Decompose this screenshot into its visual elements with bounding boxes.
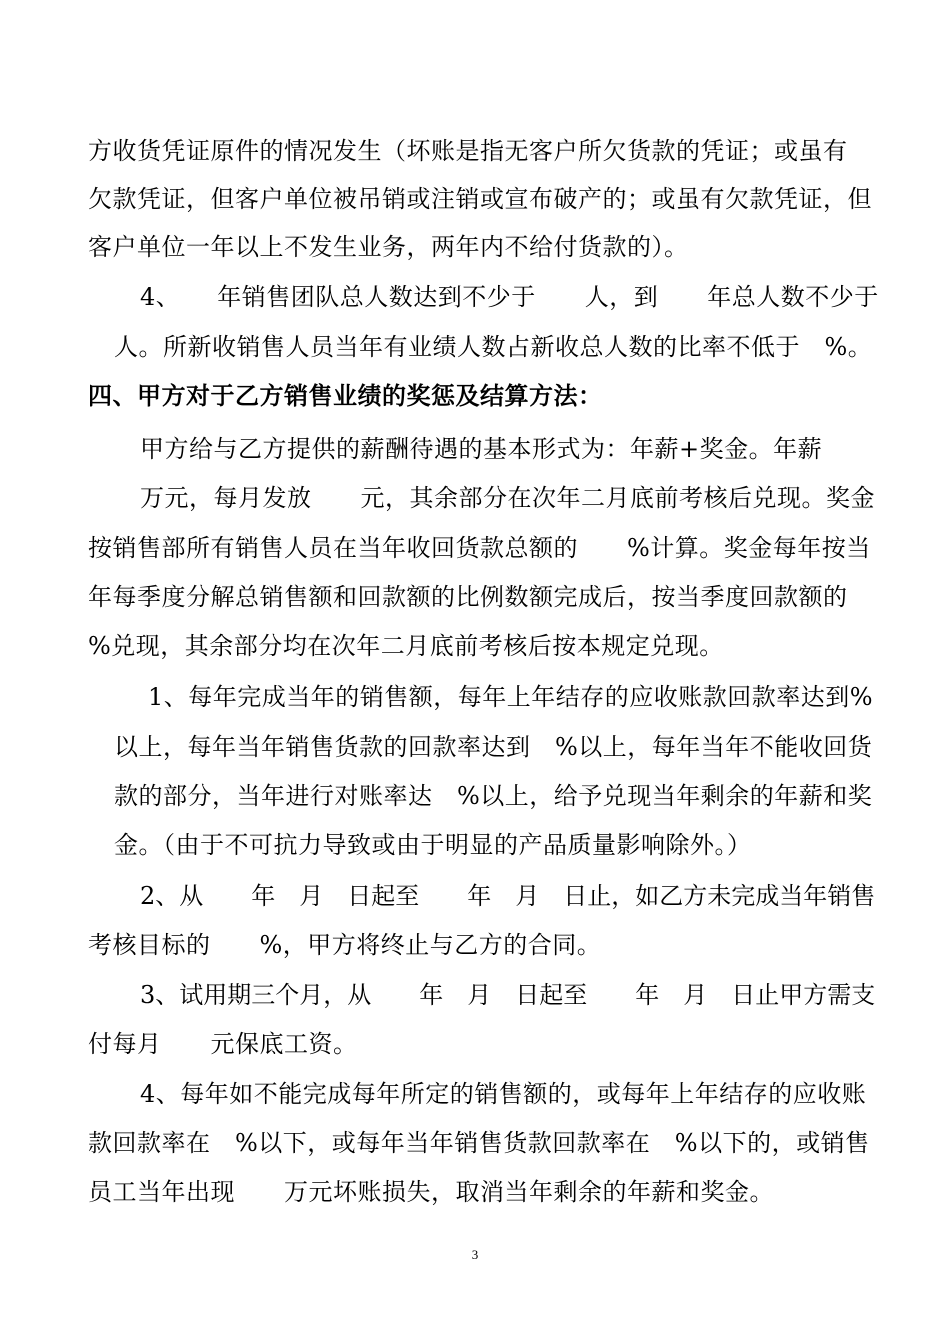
paragraph-line: 金。（由于不可抗力导致或由于明显的产品质量影响除外。）	[114, 831, 752, 859]
paragraph-line: 人。所新收销售人员当年有业绩人数占新收总人数的比率不低于 %。	[114, 333, 873, 361]
paragraph-line: 款的部分，当年进行对账率达 %以上，给予兑现当年剩余的年薪和奖	[114, 782, 873, 810]
paragraph-line: 付每月 元保底工资。	[88, 1030, 358, 1058]
page-number: 3	[471, 1247, 479, 1262]
paragraph-line: 1、每年完成当年的销售额，每年上年结存的应收账款回款率达到%	[148, 683, 874, 711]
paragraph-line: 客户单位一年以上不发生业务，两年内不给付货款的）。	[88, 233, 689, 261]
paragraph-line: 按销售部所有销售人员在当年收回货款总额的 %计算。奖金每年按当	[88, 534, 871, 562]
paragraph-line: 万元，每月发放 元，其余部分在次年二月底前考核后兑现。奖金	[140, 484, 875, 512]
section-heading: 四、甲方对于乙方销售业绩的奖惩及结算方法：	[88, 381, 603, 410]
paragraph-line: 以上，每年当年销售货款的回款率达到 %以上，每年当年不能收回货	[114, 733, 873, 761]
paragraph-line: 欠款凭证，但客户单位被吊销或注销或宣布破产的；或虽有欠款凭证，但	[88, 185, 872, 213]
paragraph-line: 款回款率在 %以下，或每年当年销售货款回款率在 %以下的，或销售	[88, 1129, 870, 1157]
paragraph-line: 方收货凭证原件的情况发生（坏账是指无客户所欠货款的凭证；或虽有	[88, 137, 848, 165]
paragraph-line: 4、每年如不能完成每年所定的销售额的，或每年上年结存的应收账	[140, 1080, 867, 1108]
paragraph-line: 3、试用期三个月，从 年 月 日起至 年 月 日止甲方需支	[140, 981, 876, 1009]
paragraph-line: 4、 年销售团队总人数达到不少于 人，到 年总人数不少于	[140, 283, 879, 311]
paragraph-line: 员工当年出现 万元坏账损失，取消当年剩余的年薪和奖金。	[88, 1178, 774, 1206]
paragraph-line: %兑现，其余部分均在次年二月底前考核后按本规定兑现。	[88, 632, 724, 660]
paragraph-line: 甲方给与乙方提供的薪酬待遇的基本形式为：年薪+奖金。年薪	[140, 435, 823, 463]
paragraph-line: 考核目标的 %，甲方将终止与乙方的合同。	[88, 931, 602, 959]
paragraph-line: 年每季度分解总销售额和回款额的比例数额完成后，按当季度回款额的	[88, 583, 848, 611]
paragraph-line: 2、从 年 月 日起至 年 月 日止，如乙方未完成当年销售	[140, 882, 876, 910]
